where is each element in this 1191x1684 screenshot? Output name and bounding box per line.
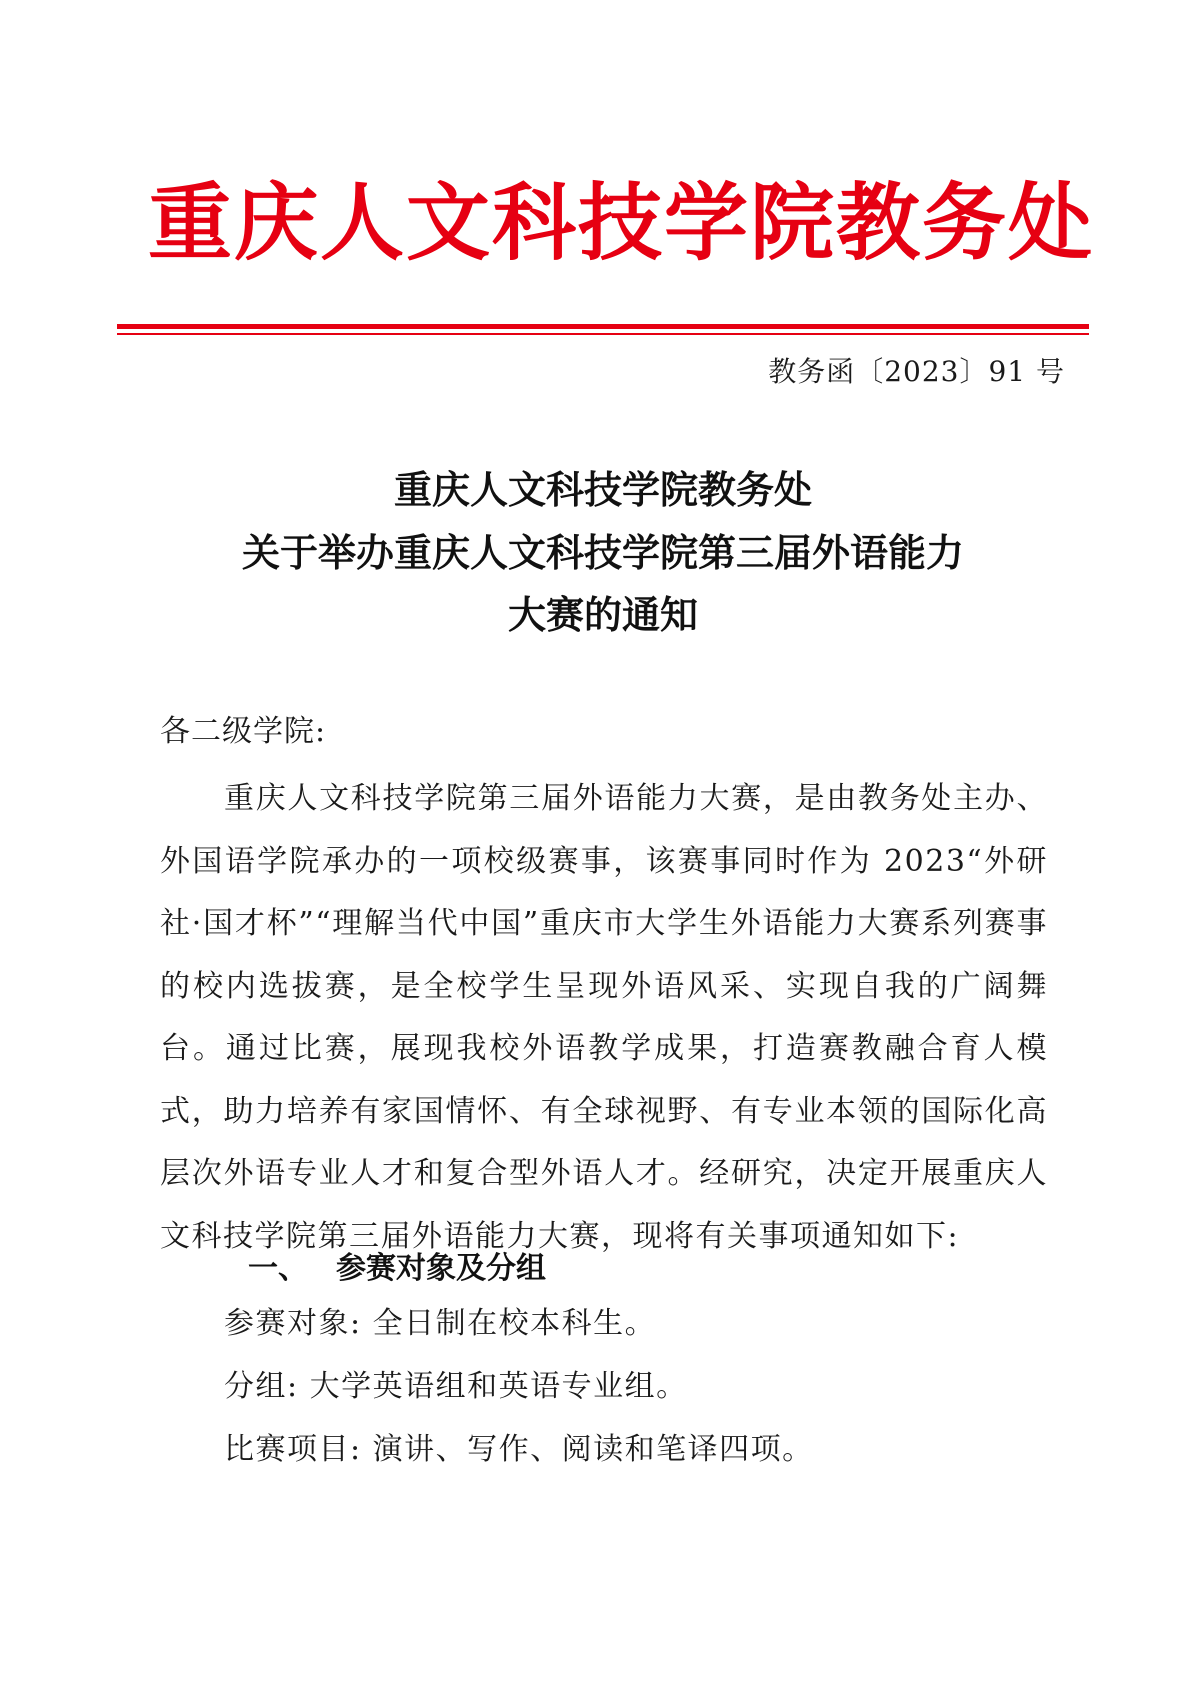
title-line-1: 重庆人文科技学院教务处	[393, 468, 812, 512]
letterhead-red-rule-thick	[117, 324, 1089, 329]
section-number: 一、	[248, 1251, 308, 1286]
title-line-3: 大赛的通知	[507, 593, 698, 637]
list-item-groups: 分组: 大学英语组和英语专业组。	[224, 1369, 688, 1404]
title-line-2: 关于举办重庆人文科技学院第三届外语能力	[241, 531, 964, 575]
intro-paragraph: 重庆人文科技学院第三届外语能力大赛，是由教务处主办、外国语学院承办的一项校级赛事，该赛事同时作为 2023“外研社·国才杯”“理解当代中国”重庆市大学生外语能力大赛系列赛事的校内选拔赛，是全校学生呈现外语风采、实现自我的广阔舞台。通过比赛，展现我校外语教学成果，打造赛教融合育人模式，助力培养有家国情怀、有全球视野、有专业本领的国际化高层次外语专业人才和复合型外语人才。经研究，决定开展重庆人文科技学院第三届外语能力大赛，现将有关事项通知如下:	[160, 781, 1048, 1254]
section-title: 参赛对象及分组	[336, 1251, 546, 1286]
list-item-events: 比赛项目: 演讲、写作、阅读和笔译四项。	[224, 1432, 814, 1467]
document-number: 教务函〔2023〕91 号	[768, 355, 1065, 388]
list-item-participants: 参赛对象: 全日制在校本科生。	[224, 1306, 657, 1341]
salutation: 各二级学院:	[160, 714, 327, 749]
section-heading-participants	[248, 1247, 546, 1291]
letterhead-red-rule-thin	[117, 333, 1089, 335]
letterhead-org-name: 重庆人文科技学院教务处	[148, 174, 1095, 272]
